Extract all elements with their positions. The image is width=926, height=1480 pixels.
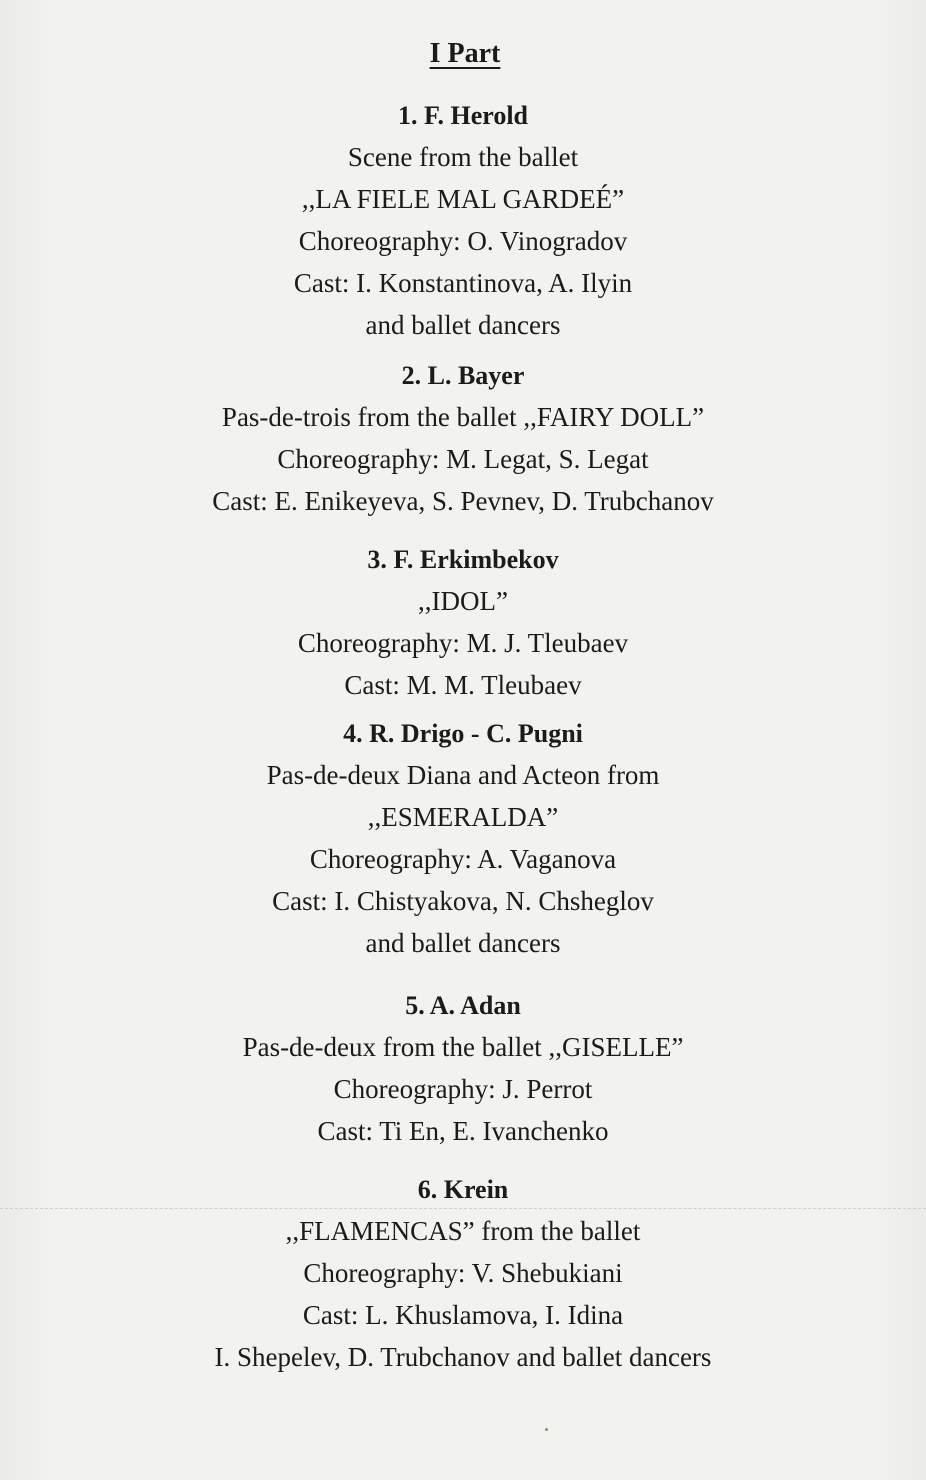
composer-heading: 3. F. Erkimbekov (367, 545, 559, 574)
item-line: and ballet dancers (365, 928, 561, 958)
program-item-6 (0, 1170, 926, 1378)
item-line: Pas-de-deux Diana and Acteon from (266, 760, 660, 790)
item-line: Scene from the ballet (347, 142, 579, 172)
item-line: Choreography: A. Vaganova (309, 844, 617, 874)
item-line: and ballet dancers (365, 310, 561, 340)
program-item-4 (0, 714, 926, 964)
item-line: ,,FLAMENCAS” from the ballet (285, 1216, 641, 1246)
composer-heading: 6. Krein (417, 1175, 509, 1204)
item-line: ,,ESMERALDA” (367, 802, 559, 832)
item-line: Cast: M. M. Tleubaev (344, 670, 582, 700)
composer-heading: 2. L. Bayer (401, 361, 525, 390)
item-line: Pas-de-deux from the ballet ,,GISELLE” (242, 1032, 684, 1062)
item-line: Choreography: M. J. Tleubaev (297, 628, 629, 658)
item-line: I. Shepelev, D. Trubchanov and ballet dancers (214, 1342, 712, 1372)
item-line: ,,IDOL” (418, 586, 508, 616)
item-line: Cast: L. Khuslamova, I. Idina (302, 1300, 624, 1330)
item-line: ,,LA FIELE MAL GARDEÉ” (301, 184, 625, 214)
program-item-5 (0, 986, 926, 1152)
program-item-2 (0, 356, 926, 522)
composer-heading: 1. F. Herold (397, 101, 528, 130)
composer-heading: 5. A. Adan (405, 991, 521, 1020)
item-line: Cast: E. Enikeyeva, S. Pevnev, D. Trubchanov (212, 486, 714, 516)
program-item-3 (0, 540, 926, 706)
composer-heading: 4. R. Drigo - C. Pugni (343, 719, 583, 748)
item-line: Cast: I. Konstantinova, A. Ilyin (293, 268, 633, 298)
program-item-1 (0, 96, 926, 346)
item-line: Cast: Ti En, E. Ivanchenko (317, 1116, 609, 1146)
item-line: Pas-de-trois from the ballet ,,FAIRY DOLL” (221, 402, 705, 432)
paper-speck (545, 1428, 548, 1431)
item-line: Choreography: O. Vinogradov (298, 226, 628, 256)
item-line: Cast: I. Chistyakova, N. Chsheglov (272, 886, 654, 916)
item-line: Choreography: V. Shebukiani (303, 1258, 623, 1288)
program-content (0, 34, 926, 1378)
part-title: I Part (429, 38, 501, 69)
item-line: Choreography: M. Legat, S. Legat (277, 444, 649, 474)
item-line: Choreography: J. Perrot (333, 1074, 593, 1104)
